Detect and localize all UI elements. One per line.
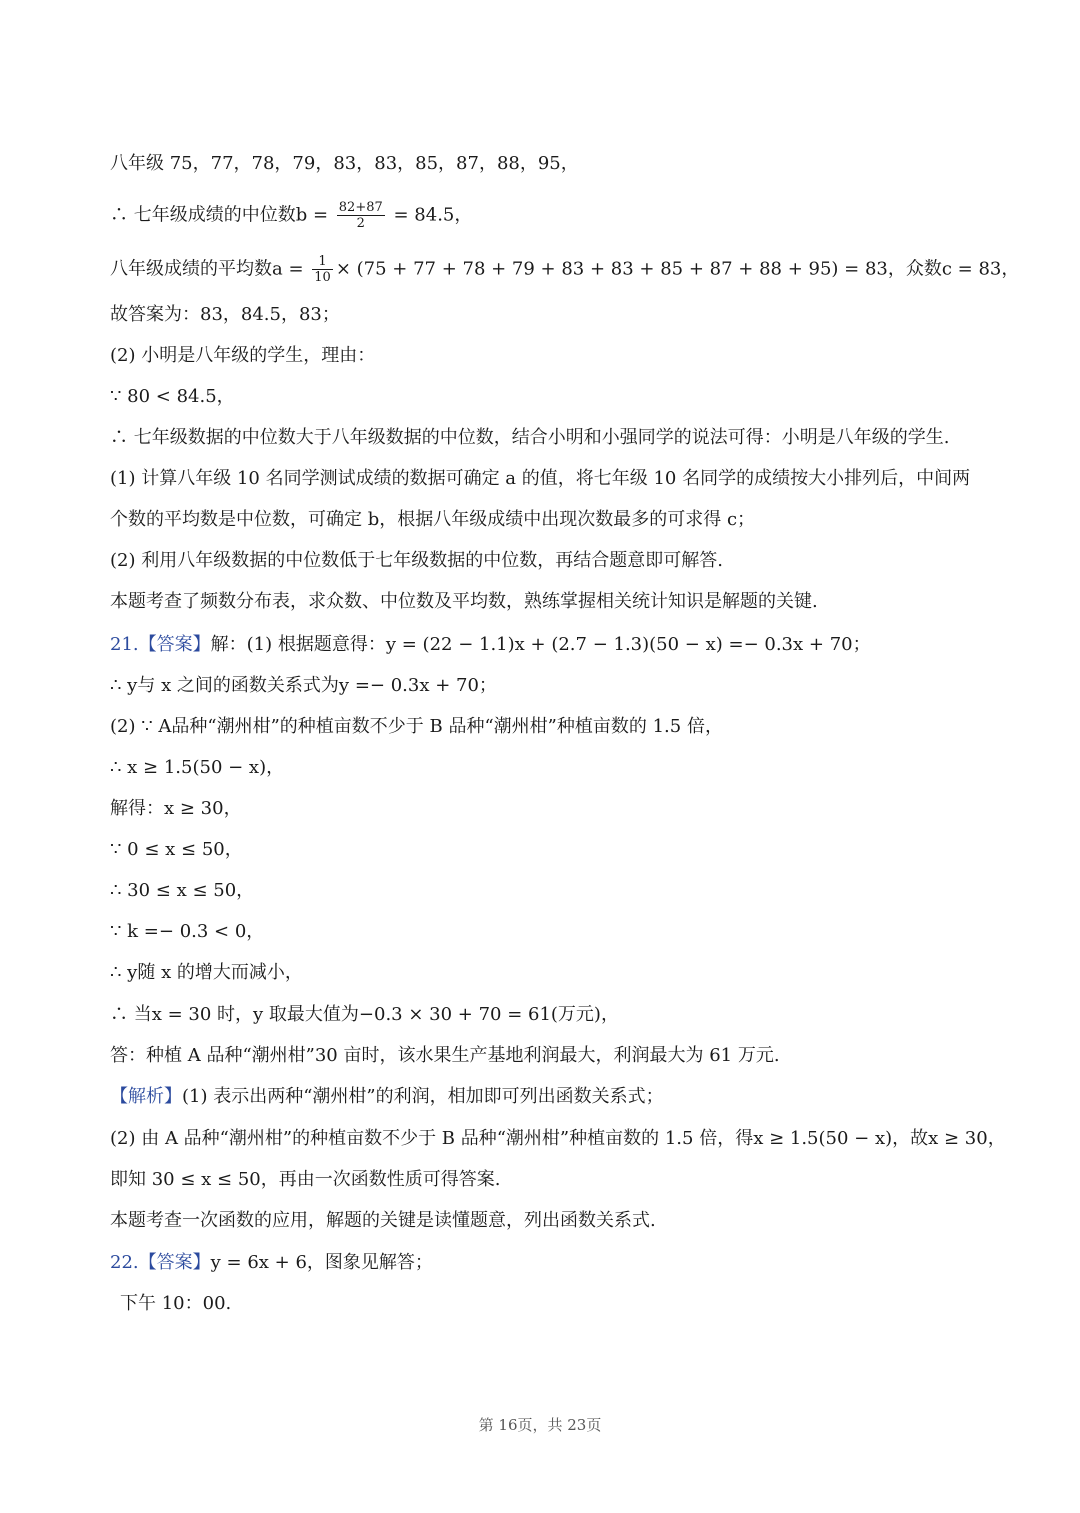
grade8-data-line: 八年级 75，77，78，79，83，83，85，87，88，95， (110, 153, 579, 174)
q21-solution: 解得：x ≥ 30， (110, 798, 242, 819)
q21-slope: ∵ k =− 0.3 < 0， (110, 921, 265, 942)
q22-answer-line (110, 1251, 1020, 1275)
q22-time-line: 下午 10：00. (120, 1293, 232, 1314)
median-numerator: 82+87 (338, 200, 383, 215)
q21-function-line: ∴ y与 x 之间的函数关系式为y =− 0.3x + 70； (110, 675, 497, 696)
q21-final-answer: 答：种植 A 品种“潮州柑”30 亩时，该水果生产基地利润最大，利润最大为 61 万元. (110, 1045, 780, 1066)
inequality-line: ∵ 80 < 84.5， (110, 386, 235, 407)
median-fraction (337, 200, 385, 231)
mean-fraction (312, 254, 333, 285)
q21-analysis-line1 (110, 1085, 1020, 1109)
q22-answer-tag: 22.【答案】 (110, 1252, 211, 1273)
q21-range-result: ∴ 30 ≤ x ≤ 50， (110, 880, 255, 901)
median-prefix: ∴ 七年级成绩的中位数b = (110, 204, 334, 226)
median-line (110, 200, 1020, 231)
q21-analysis-line3: 即知 30 ≤ x ≤ 50，再由一次函数性质可得答案. (110, 1169, 501, 1190)
q21-analysis-tag: 【解析】 (110, 1086, 182, 1107)
part2-heading: (2) 小明是八年级的学生，理由： (110, 345, 376, 366)
answer-summary-line: 故答案为：83，84.5，83； (110, 304, 340, 325)
q21-analysis-body: (1) 表示出两种“潮州柑”的利润，相加即可列出函数关系式； (182, 1086, 664, 1107)
q21-topic-summary: 本题考查一次函数的应用，解题的关键是读懂题意，列出函数关系式. (110, 1210, 656, 1231)
q21-range-given: ∵ 0 ≤ x ≤ 50， (110, 839, 243, 860)
mean-result: × (75 + 77 + 78 + 79 + 83 + 83 + 85 + 87 + 88 + 95) = 83，众数c = 83， (335, 258, 1020, 280)
q21-inequality: ∴ x ≥ 1.5(50 − x)， (110, 757, 285, 778)
mean-line (110, 254, 1020, 285)
q21-answer-body: 解：(1) 根据题意得：y = (22 − 1.1)x + (2.7 − 1.3)(50 − x) =− 0.3x + 70； (210, 634, 871, 655)
q21-monotonic: ∴ y随 x 的增大而减小， (110, 962, 303, 983)
conclusion-line: ∴ 七年级数据的中位数大于八年级数据的中位数，结合小明和小强同学的说法可得：小明是八年级的学生. (110, 427, 950, 448)
page-footer: 第 16页，共 23页 (478, 1416, 602, 1434)
median-denominator: 2 (356, 216, 365, 231)
mean-denominator: 10 (314, 270, 331, 285)
q22-answer-body: y = 6x + 6，图象见解答； (210, 1252, 433, 1273)
q21-analysis-line2: (2) 由 A 品种“潮州柑”的种植亩数不少于 B 品种“潮州柑”种植亩数的 1.5 倍，得x ≥ 1.5(50 − x)，故x ≥ 30， (110, 1128, 1006, 1149)
q21-answer-line (110, 633, 1020, 657)
analysis-part2-line: (2) 利用八年级数据的中位数低于七年级数据的中位数，再结合题意即可解答. (110, 550, 723, 571)
topic-summary-line: 本题考查了频数分布表，求众数、中位数及平均数，熟练掌握相关统计知识是解题的关键. (110, 591, 818, 612)
analysis-part1-line1: (1) 计算八年级 10 名同学测试成绩的数据可确定 a 的值，将七年级 10 名同学的成绩按大小排列后，中间两 (110, 468, 971, 489)
median-result: = 84.5， (387, 204, 473, 226)
mean-numerator: 1 (312, 254, 333, 270)
mean-prefix: 八年级成绩的平均数a = (110, 258, 310, 280)
q21-part2-condition: (2) ∵ A品种“潮州柑”的种植亩数不少于 B 品种“潮州柑”种植亩数的 1.5 倍， (110, 716, 723, 737)
q21-answer-tag: 21.【答案】 (110, 634, 211, 655)
q21-max-value: ∴ 当x = 30 时，y 取最大值为−0.3 × 30 + 70 = 61(万元)， (110, 1004, 619, 1025)
analysis-part1-line2: 个数的平均数是中位数，可确定 b，根据八年级成绩中出现次数最多的可求得 c； (110, 509, 756, 530)
